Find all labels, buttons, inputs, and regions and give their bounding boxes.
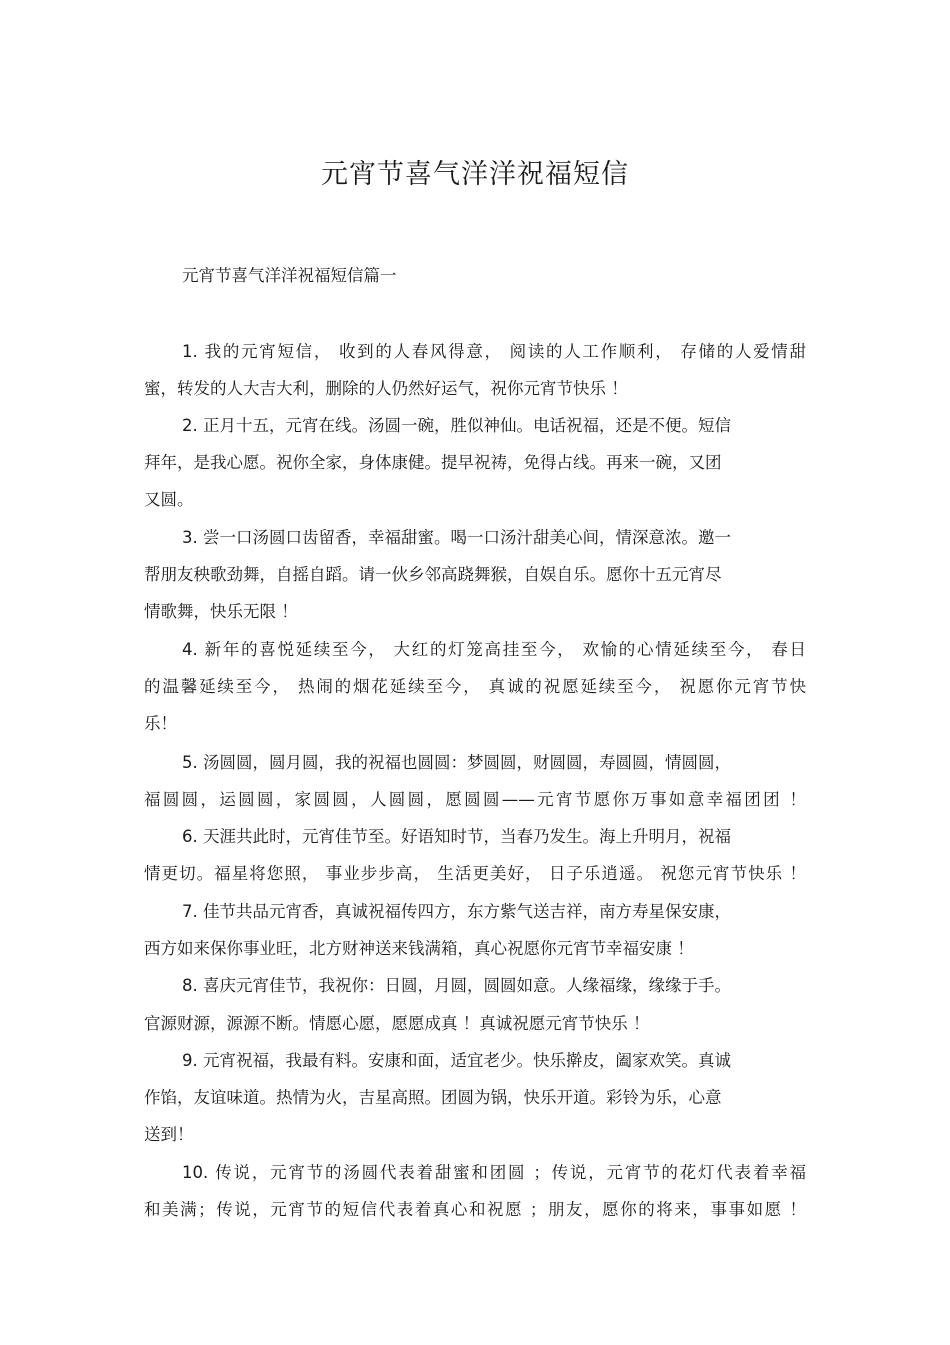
text-line: 10. 传说，元宵节的汤圆代表着甜蜜和团圆 ；传说，元宵节的花灯代表着幸福	[182, 1163, 806, 1182]
text-line: 情更切。福星将您照， 事业步步高， 生活更美好， 日子乐逍遥。 祝您元宵节快乐 ！	[144, 864, 806, 883]
text-line: 8. 喜庆元宵佳节，我祝你：日圆，月圆，圆圆如意。人缘福缘，缘缘于手。	[182, 976, 731, 995]
text-line: 蜜，转发的人大吉大利，删除的人仍然好运气，祝你元宵节快乐 ！	[144, 379, 628, 398]
text-line: 送到！	[144, 1125, 194, 1144]
text-line: 情歌舞，快乐无限 ！	[144, 602, 298, 621]
text-line: 3. 尝一口汤圆口齿留香，幸福甜蜜。喝一口汤汁甜美心间，情深意浓。邀一	[182, 528, 731, 547]
text-line: 1. 我的元宵短信， 收到的人春风得意， 阅读的人工作顺利， 存储的人爱情甜	[182, 342, 806, 361]
text-line: 5. 汤圆圆，圆月圆，我的祝福也圆圆：梦圆圆，财圆圆，寿圆圆，情圆圆，	[182, 753, 731, 772]
text-line: 官源财源，源源不断。情愿心愿，愿愿成真 ！真诚祝愿元宵节快乐 ！	[144, 1014, 650, 1033]
text-line: 6. 天涯共此时，元宵佳节至。好语知时节，当春乃发生。海上升明月，祝福	[182, 827, 731, 846]
text-line: 的温馨延续至今， 热闹的烟花延续至今， 真诚的祝愿延续至今， 祝愿你元宵节快	[144, 677, 806, 696]
text-line: 福圆圆，运圆圆，家圆圆，人圆圆，愿圆圆——元宵节愿你万事如意幸福团团 ！	[144, 790, 806, 809]
text-line: 西方如来保你事业旺，北方财神送来钱满箱，真心祝愿你元宵节幸福安康 ！	[144, 939, 694, 958]
text-line: 乐！	[144, 714, 177, 733]
text-line: 7. 佳节共品元宵香，真诚祝福传四方，东方紫气送吉祥，南方寿星保安康，	[182, 902, 731, 921]
text-line: 4. 新年的喜悦延续至今， 大红的灯笼高挂至今， 欢愉的心情延续至今， 春日	[182, 640, 806, 659]
text-line: 9. 元宵祝福，我最有料。安康和面，适宜老少。快乐擀皮，阖家欢笑。真诚	[182, 1051, 731, 1070]
text-line: 又圆。	[144, 490, 194, 509]
text-line: 帮朋友秧歌劲舞，自摇自蹈。请一伙乡邻高跷舞猴，自娱自乐。愿你十五元宵尽	[144, 565, 722, 584]
document-subtitle: 元宵节喜气洋洋祝福短信篇一	[182, 266, 397, 285]
text-line: 2. 正月十五，元宵在线。汤圆一碗，胜似神仙。电话祝福，还是不便。短信	[182, 416, 731, 435]
text-line: 和美满；传说，元宵节的短信代表着真心和祝愿 ；朋友，愿你的将来，事事如愿 ！	[144, 1200, 806, 1219]
text-line: 拜年，是我心愿。祝你全家，身体康健。提早祝祷，免得占线。再来一碗，又团	[144, 453, 722, 472]
document-title: 元宵节喜气洋洋祝福短信	[321, 159, 629, 190]
text-line: 作馅，友谊味道。热情为火，吉星高照。团圆为锅，快乐开道。彩铃为乐，心意	[144, 1088, 722, 1107]
